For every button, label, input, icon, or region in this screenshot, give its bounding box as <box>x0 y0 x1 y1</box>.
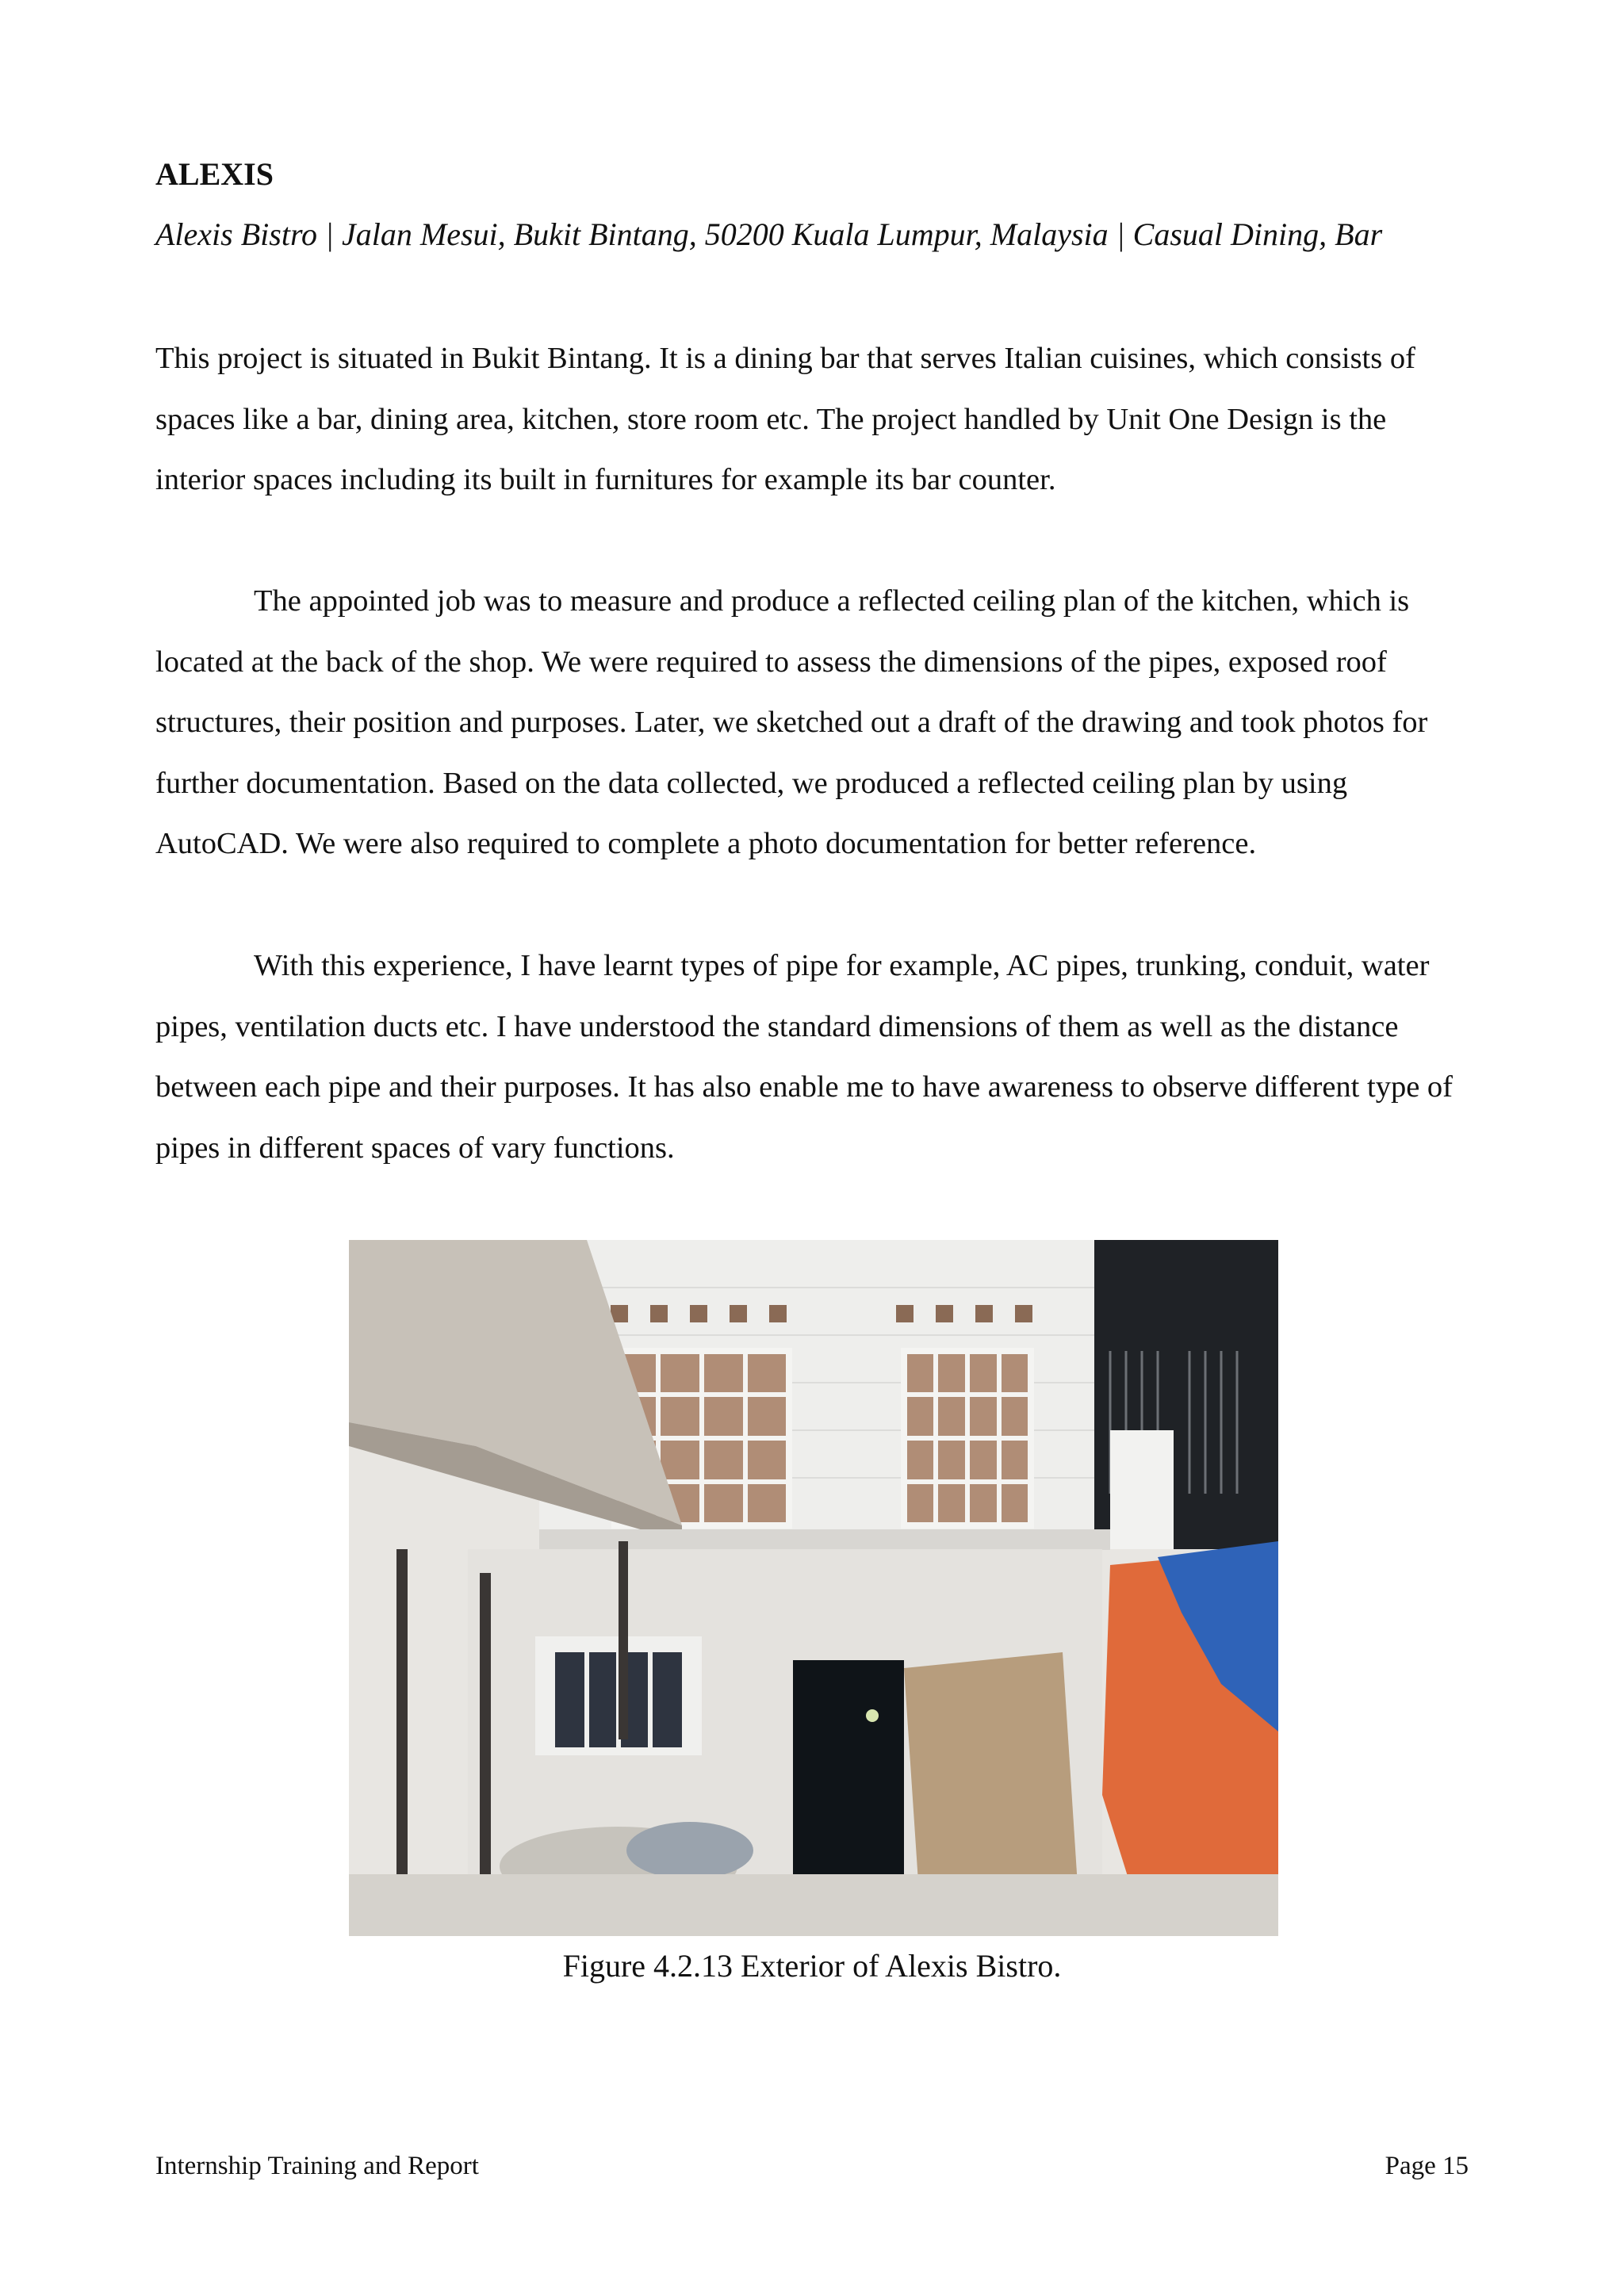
paragraph-job: The appointed job was to measure and produce a reflected ceiling plan of the kitchen, which is located at the back of the shop. We were required to assess the dimensions of the pipes, exposed roof structures, their position and purposes. Later, we sketched out a draft of the drawing and took photos for further documentation. Based on the data collected, we produced a reflected ceiling plan by using AutoCAD. We were also required to complete a photo documentation for better reference. <box>155 584 1428 860</box>
section-subheading: Alexis Bistro | Jalan Mesui, Bukit Bintang, 50200 Kuala Lumpur, Malaysia | Casual Dining, Bar <box>155 216 1383 252</box>
figure-caption: Figure 4.2.13 Exterior of Alexis Bistro. <box>562 1948 1062 1984</box>
paragraph-experience: With this experience, I have learnt types of pipe for example, AC pipes, trunking, conduit, water pipes, ventilation ducts etc. I have understood the standard dimensions of them as well as the distance between each pipe and their purposes. It has also enable me to have awareness to observe different type of pipes in different spaces of vary functions. <box>155 949 1453 1165</box>
footer-page-number: Page 15 <box>1385 2152 1469 2180</box>
paragraph-intro: This project is situated in Bukit Bintang. It is a dining bar that serves Italian cuisines, which consists of spaces like a bar, dining area, kitchen, store room etc. The project handled by Unit One Design is the interior spaces including its built in furnitures for example its bar counter. <box>155 342 1415 496</box>
figure-photo-exterior <box>349 1240 1278 1936</box>
exterior-photo-illustration <box>349 1240 1278 1936</box>
footer-title: Internship Training and Report <box>155 2152 479 2180</box>
section-heading: ALEXIS <box>155 156 274 192</box>
